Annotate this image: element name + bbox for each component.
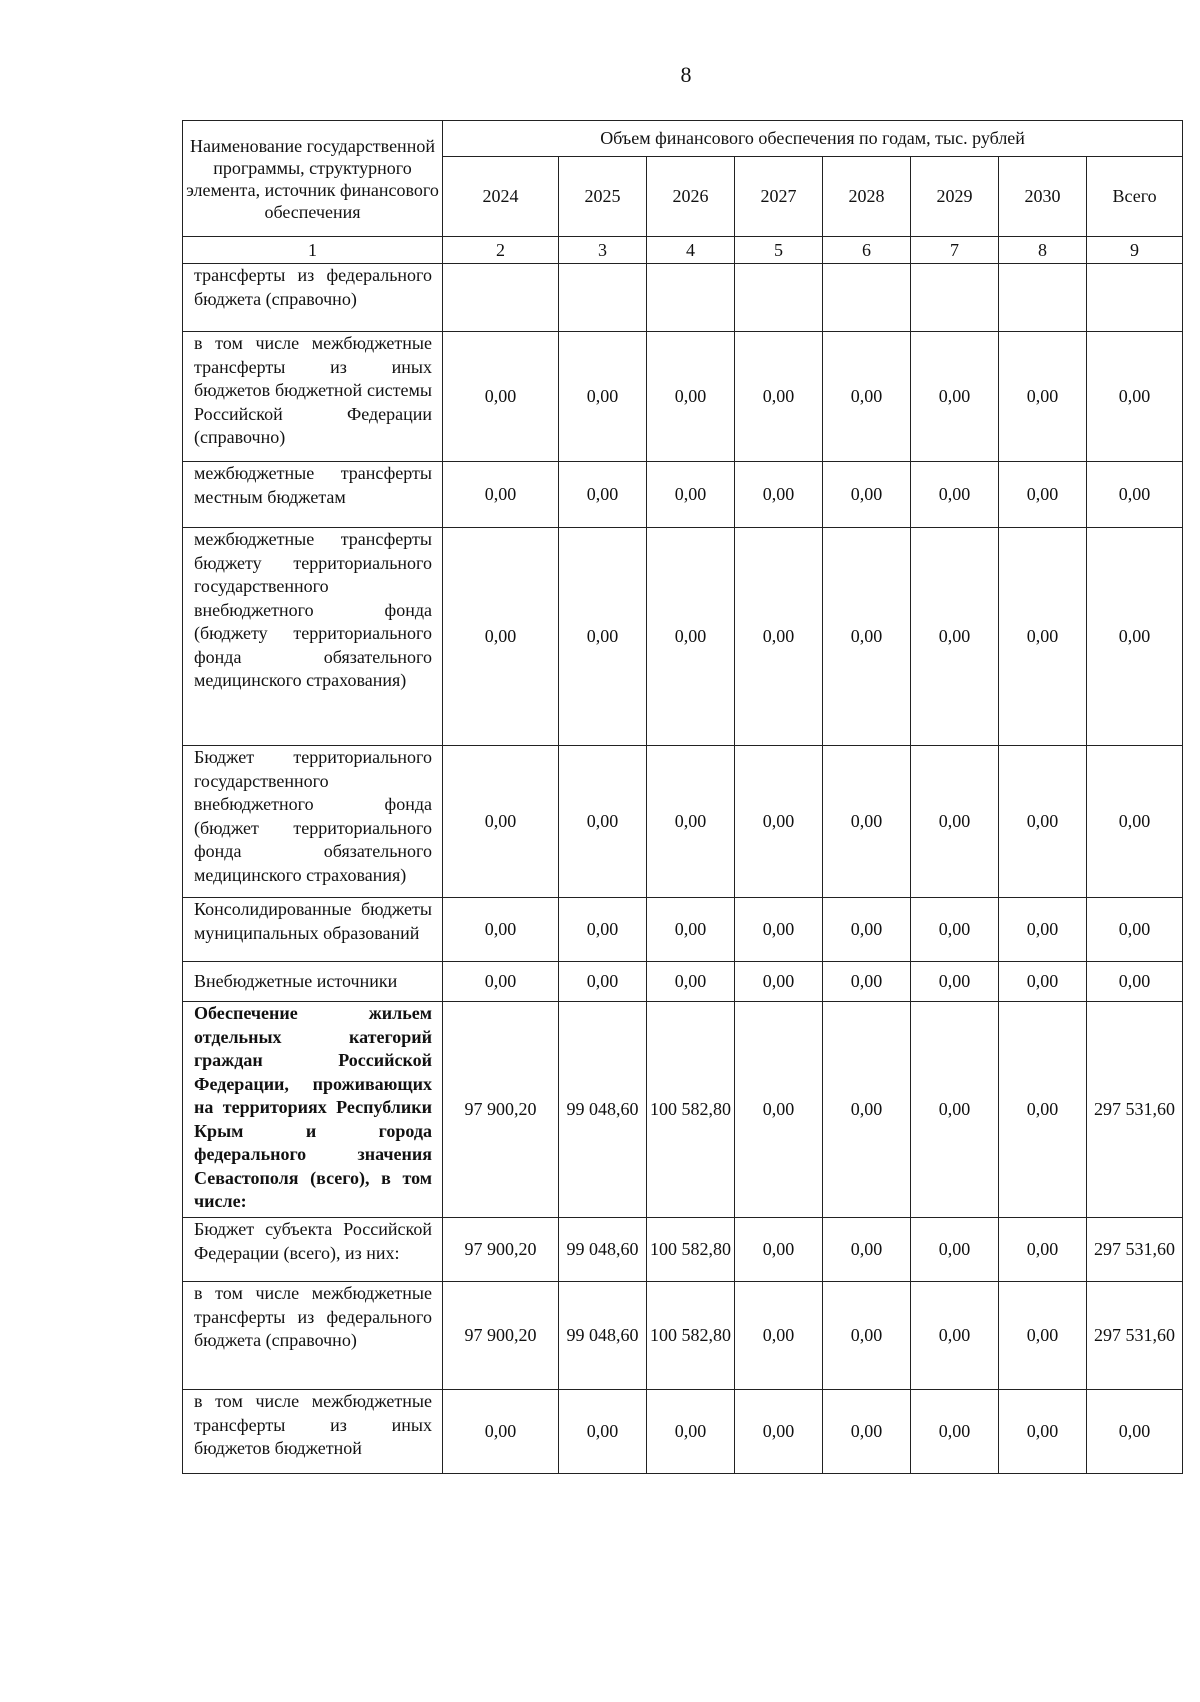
total-value-cell: 0,00 (1087, 746, 1183, 898)
year-value-cell: 0,00 (911, 898, 999, 962)
year-header: 2026 (647, 157, 735, 237)
year-value-cell: 100 582,80 (647, 1218, 735, 1282)
year-value-cell: 0,00 (911, 746, 999, 898)
row-name: Обеспечение жильем отдельных категорий граждан Российской Федерации, проживающих на территориях Республики Крым и города федерального значения Севастополя (всего), в том числе: (183, 1002, 443, 1218)
row-name: трансферты из федерального бюджета (справочно) (183, 264, 443, 332)
year-value-cell (443, 264, 559, 332)
year-value-cell: 0,00 (735, 1390, 823, 1474)
year-value-cell: 0,00 (559, 1390, 647, 1474)
table-row (183, 746, 1183, 898)
year-value-cell: 0,00 (999, 898, 1087, 962)
year-value-cell (911, 264, 999, 332)
year-value-cell: 0,00 (647, 528, 735, 746)
year-value-cell: 0,00 (647, 332, 735, 462)
year-value-cell: 0,00 (735, 898, 823, 962)
year-value-cell: 97 900,20 (443, 1002, 559, 1218)
year-value-cell: 0,00 (443, 746, 559, 898)
year-value-cell: 0,00 (735, 462, 823, 528)
year-value-cell (823, 264, 911, 332)
row-name: в том числе межбюджетные трансферты из иных бюджетов бюджетной системы Российской Федерации (справочно) (183, 332, 443, 462)
total-value-cell: 297 531,60 (1087, 1282, 1183, 1390)
year-value-cell: 0,00 (911, 1218, 999, 1282)
total-value-cell: 0,00 (1087, 332, 1183, 462)
year-value-cell: 0,00 (823, 1218, 911, 1282)
year-value-cell: 97 900,20 (443, 1282, 559, 1390)
year-value-cell: 0,00 (647, 962, 735, 1002)
year-value-cell: 0,00 (559, 746, 647, 898)
year-header: 2027 (735, 157, 823, 237)
table-row (183, 528, 1183, 746)
column-number: 1 (183, 237, 443, 264)
total-value-cell: 0,00 (1087, 898, 1183, 962)
row-name: межбюджетные трансферты бюджету территориального государственного внебюджетного фонда (бюджету территориального фонда обязательного медицинского страхования) (183, 528, 443, 746)
table-row (183, 462, 1183, 528)
year-value-cell: 99 048,60 (559, 1282, 647, 1390)
year-value-cell: 0,00 (735, 528, 823, 746)
year-value-cell: 0,00 (735, 1282, 823, 1390)
year-value-cell: 0,00 (559, 462, 647, 528)
financing-table (182, 120, 1183, 1474)
year-value-cell: 0,00 (735, 332, 823, 462)
year-value-cell: 0,00 (999, 1390, 1087, 1474)
row-name: Консолидированные бюджеты муниципальных образований (183, 898, 443, 962)
year-value-cell: 0,00 (999, 1282, 1087, 1390)
year-value-cell: 100 582,80 (647, 1282, 735, 1390)
column-group-header: Объем финансового обеспечения по годам, тыс. рублей (443, 121, 1183, 157)
row-name: Бюджет субъекта Российской Федерации (всего), из них: (183, 1218, 443, 1282)
year-header: 2030 (999, 157, 1087, 237)
year-value-cell: 0,00 (443, 332, 559, 462)
row-name: Бюджет территориального государственного внебюджетного фонда (бюджет территориального фонда обязательного медицинского страхования) (183, 746, 443, 898)
column-number: 2 (443, 237, 559, 264)
total-value-cell: 0,00 (1087, 528, 1183, 746)
year-value-cell: 0,00 (999, 1218, 1087, 1282)
page-number: 8 (680, 62, 692, 87)
year-value-cell: 0,00 (443, 1390, 559, 1474)
total-value-cell: 0,00 (1087, 962, 1183, 1002)
total-value-cell: 0,00 (1087, 1390, 1183, 1474)
year-value-cell: 0,00 (823, 1390, 911, 1474)
column-number: 9 (1087, 237, 1183, 264)
table-row (183, 1390, 1183, 1474)
year-value-cell (559, 264, 647, 332)
year-header: 2025 (559, 157, 647, 237)
year-value-cell: 0,00 (559, 898, 647, 962)
column-number: 8 (999, 237, 1087, 264)
row-name: межбюджетные трансферты местным бюджетам (183, 462, 443, 528)
table-body (183, 264, 1183, 1474)
year-value-cell: 0,00 (443, 962, 559, 1002)
year-value-cell: 0,00 (735, 746, 823, 898)
column-number: 5 (735, 237, 823, 264)
row-name: в том числе межбюджетные трансферты из федерального бюджета (справочно) (183, 1282, 443, 1390)
year-value-cell: 0,00 (911, 528, 999, 746)
year-value-cell: 97 900,20 (443, 1218, 559, 1282)
year-value-cell: 0,00 (911, 332, 999, 462)
row-name: Внебюджетные источники (183, 962, 443, 1002)
year-value-cell: 0,00 (647, 1390, 735, 1474)
table-row (183, 332, 1183, 462)
total-header: Всего (1087, 157, 1183, 237)
year-value-cell: 0,00 (911, 962, 999, 1002)
year-value-cell: 0,00 (999, 1002, 1087, 1218)
year-value-cell: 0,00 (999, 332, 1087, 462)
column-number: 3 (559, 237, 647, 264)
year-value-cell: 0,00 (559, 528, 647, 746)
column-number: 4 (647, 237, 735, 264)
year-value-cell: 0,00 (999, 746, 1087, 898)
year-value-cell (999, 264, 1087, 332)
table-row (183, 1282, 1183, 1390)
total-value-cell: 0,00 (1087, 462, 1183, 528)
table-row (183, 1002, 1183, 1218)
column-number: 7 (911, 237, 999, 264)
year-value-cell: 0,00 (823, 332, 911, 462)
table-row (183, 1218, 1183, 1282)
year-value-cell: 0,00 (823, 746, 911, 898)
year-value-cell: 0,00 (999, 962, 1087, 1002)
year-header: 2028 (823, 157, 911, 237)
year-value-cell (647, 264, 735, 332)
column-number-row (183, 237, 1183, 264)
year-value-cell: 0,00 (823, 962, 911, 1002)
year-value-cell: 0,00 (823, 528, 911, 746)
year-value-cell: 0,00 (559, 332, 647, 462)
year-value-cell: 0,00 (443, 462, 559, 528)
year-value-cell: 0,00 (823, 462, 911, 528)
year-value-cell: 0,00 (735, 1218, 823, 1282)
total-value-cell (1087, 264, 1183, 332)
column-header-name: Наименование государственной программы, структурного элемента, источник финансового обеспечения (183, 121, 443, 237)
year-value-cell (735, 264, 823, 332)
year-value-cell: 0,00 (823, 898, 911, 962)
year-value-cell: 0,00 (443, 898, 559, 962)
year-value-cell: 0,00 (443, 528, 559, 746)
year-value-cell: 0,00 (647, 462, 735, 528)
year-value-cell: 0,00 (647, 898, 735, 962)
year-value-cell: 0,00 (999, 528, 1087, 746)
year-value-cell: 0,00 (911, 1282, 999, 1390)
year-value-cell: 0,00 (911, 1390, 999, 1474)
total-value-cell: 297 531,60 (1087, 1218, 1183, 1282)
year-value-cell: 0,00 (823, 1002, 911, 1218)
year-value-cell: 0,00 (999, 462, 1087, 528)
year-value-cell: 0,00 (647, 746, 735, 898)
year-value-cell: 0,00 (735, 962, 823, 1002)
row-name: в том числе межбюджетные трансферты из иных бюджетов бюджетной (183, 1390, 443, 1474)
year-value-cell: 0,00 (823, 1282, 911, 1390)
year-header: 2029 (911, 157, 999, 237)
year-value-cell: 100 582,80 (647, 1002, 735, 1218)
year-value-cell: 0,00 (559, 962, 647, 1002)
table-row (183, 962, 1183, 1002)
table-header (183, 121, 1183, 264)
column-number: 6 (823, 237, 911, 264)
year-value-cell: 0,00 (735, 1002, 823, 1218)
year-header: 2024 (443, 157, 559, 237)
table-row (183, 264, 1183, 332)
total-value-cell: 297 531,60 (1087, 1002, 1183, 1218)
year-value-cell: 0,00 (911, 462, 999, 528)
year-value-cell: 0,00 (911, 1002, 999, 1218)
year-value-cell: 99 048,60 (559, 1218, 647, 1282)
year-value-cell: 99 048,60 (559, 1002, 647, 1218)
table-row (183, 898, 1183, 962)
